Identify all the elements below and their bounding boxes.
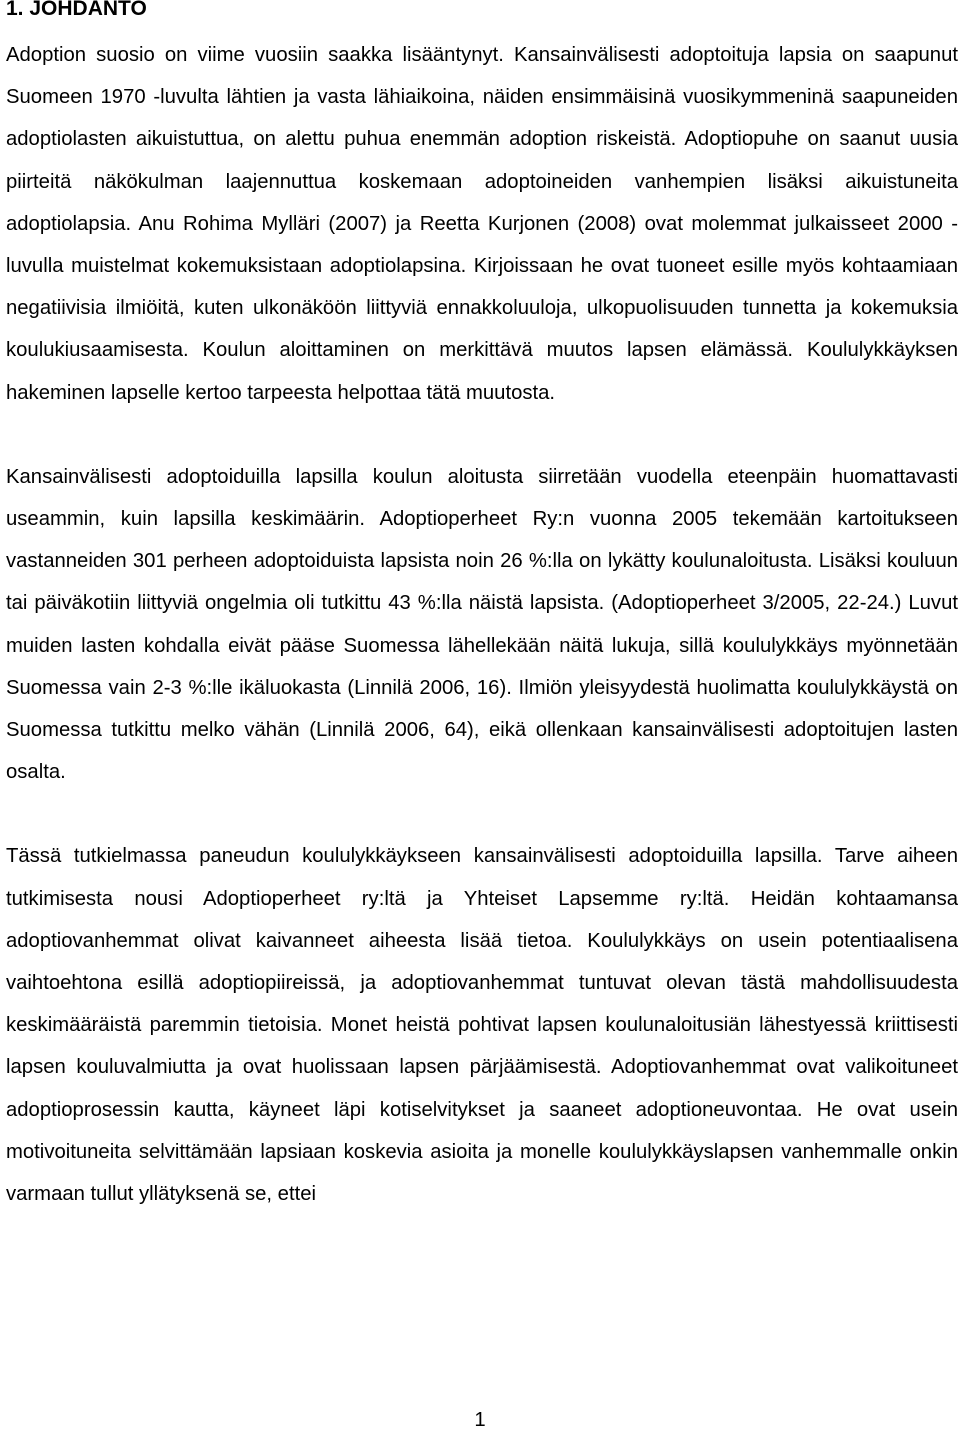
page-number: 1 — [474, 1409, 486, 1431]
paragraph-2: Kansainvälisesti adoptoiduilla lapsilla koulun aloitusta siirretään vuodella eteenpäin huomattavasti useammin, kuin lapsilla keskimäärin. Adoptioperheet Ry:n vuonna 2005 tekemään kartoitukseen vastanneiden 301 perheen adoptoiduista lapsista noin 26 %:lla on lykätty koulunaloitusta. Lisäksi kouluun tai päiväkotiin liittyviä ongelmia oli tutkittu 43 %:lla näistä lapsista. (Adoptioperheet 3/2005, 22-24.) Luvut muiden lasten kohdalla eivät pääse Suomessa lähellekään näitä lukuja, sillä koululykkäys myönnetään Suomessa vain 2-3 %:lle ikäluokasta (Linnilä 2006, 16). Ilmiön yleisyydestä huolimatta koululykkäystä on Suomessa tutkittu melko vähän (Linnilä 2006, 64), eikä ollenkaan kansainvälisesti adoptoitujen lasten osalta. — [6, 465, 958, 784]
paragraph-3: Tässä tutkielmassa paneudun koululykkäykseen kansainvälisesti adoptoiduilla lapsilla. Tarve aiheen tutkimisesta nousi Adoptioperheet ry:ltä ja Yhteiset Lapsemme ry:ltä. Heidän kohtaamansa adoptiovanhemmat olivat kaivanneet aiheesta lisää tietoa. Koululykkäys on usein potentiaalisena vaihtoehtona esillä adoptiopiireissä, ja adoptiovanhemmat tuntuvat olevan tästä mahdollisuudesta keskimääräistä paremmin tietoisia. Monet heistä pohtivat lapsen koulunaloitusiän lähestyessä kriittisesti lapsen kouluvalmiutta ja ovat huolissaan lapsen pärjäämisestä. Adoptiovanhemmat ovat valikoituneet adoptioprosessin kautta, käyneet läpi kotiselvitykset ja saaneet adoptioneuvontaa. He ovat usein motivoituneita selvittämään lapsiaan koskevia asioita ja monelle koululykkäyslapsen vanhemmalle onkin varmaan tullut yllätyksenä se, ettei — [6, 845, 958, 1206]
section-heading: 1. JOHDANTO — [6, 0, 147, 20]
paragraph-1: Adoption suosio on viime vuosiin saakka lisääntynyt. Kansainvälisesti adoptoituja lapsia on saapunut Suomeen 1970 -luvulta lähtien ja vasta lähiaikoina, näiden ensimmäisinä vuosikymmeninä saapuneiden adoptiolasten aikuistuttua, on alettu puhua enemmän adoption riskeistä. Adoptiopuhe on saanut uusia piirteitä näkökulman laajennuttua koskemaan adoptoineiden vanhempien lisäksi aikuistuneita adoptiolapsia. Anu Rohima Mylläri (2007) ja Reetta Kurjonen (2008) ovat molemmat julkaisseet 2000 -luvulla muistelmat kokemuksistaan adoptiolapsina. Kirjoissaan he ovat tuoneet esille myös kohtaamiaan negatiivisia ilmiöitä, kuten ulkonäköön liittyviä ennakkoluuloja, ulkopuolisuuden tunnetta ja kokemuksia koulukiusaamisesta. Koulun aloittaminen on merkittävä muutos lapsen elämässä. Koululykkäyksen hakeminen lapselle kertoo tarpeesta helpottaa tätä muutosta. — [6, 44, 958, 404]
document-page — [6, 0, 958, 1215]
